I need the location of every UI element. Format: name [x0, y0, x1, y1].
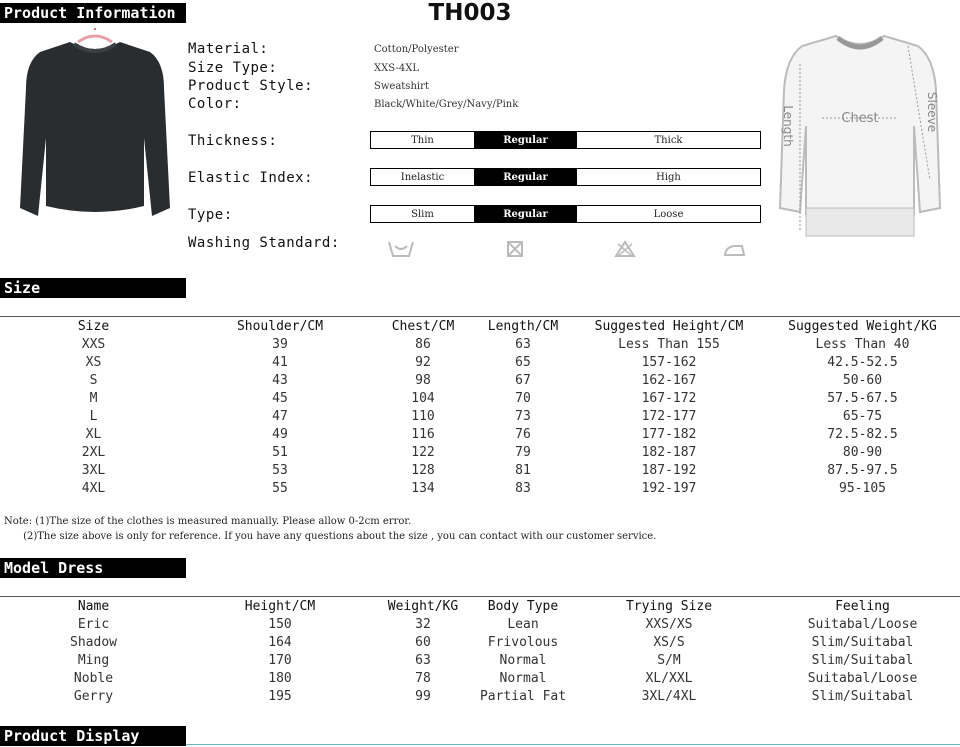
size-table-row — [0, 353, 960, 371]
model-header-height: Height/CM — [244, 598, 316, 614]
model-table-cell: Ming — [77, 652, 110, 668]
model-table-row — [0, 633, 960, 651]
model-table-cell: Slim/Suitabal — [811, 688, 914, 704]
model-table-cell: 195 — [268, 688, 292, 704]
size-table-cell: 122 — [411, 444, 435, 460]
size-table-cell: 104 — [411, 390, 435, 406]
product-style-value: Sweatshirt — [374, 81, 429, 92]
size-table-cell: Less Than 40 — [815, 336, 910, 352]
size-table-cell: 50-60 — [842, 372, 883, 388]
model-table-cell: 3XL/4XL — [641, 688, 697, 704]
model-table-cell: Frivolous — [487, 634, 559, 650]
elastic-index-label: Elastic Index: — [188, 170, 314, 186]
size-table-cell: 4XL — [81, 480, 106, 496]
product-code-title: TH003 — [428, 0, 512, 26]
size-table-row — [0, 407, 960, 425]
model-table-cell: Slim/Suitabal — [811, 634, 914, 650]
thickness-scale — [370, 131, 761, 149]
size-table-cell: 192-197 — [641, 480, 697, 496]
size-table-cell: 39 — [272, 336, 288, 352]
size-table-cell: 80-90 — [842, 444, 883, 460]
section-header-model-dress: Model Dress — [0, 558, 186, 578]
model-header-name: Name — [77, 598, 110, 614]
size-table-cell: 53 — [272, 462, 288, 478]
model-table-row — [0, 651, 960, 669]
size-table-cell: 95-105 — [839, 480, 886, 496]
size-table-row — [0, 335, 960, 353]
model-table-header-row — [0, 597, 960, 615]
model-table-cell: 78 — [415, 670, 431, 686]
type-label: Type: — [188, 207, 233, 223]
size-table-cell: 65 — [515, 354, 531, 370]
size-table-cell: 98 — [415, 372, 431, 388]
size-table-cell: 3XL — [81, 462, 106, 478]
model-table-cell: 150 — [268, 616, 292, 632]
model-table-cell: 170 — [268, 652, 292, 668]
size-table-cell: 70 — [515, 390, 531, 406]
model-table-cell: XS/S — [653, 634, 685, 650]
thickness-option-thin: Thin — [411, 135, 434, 146]
elastic-option-regular: Regular — [474, 169, 577, 185]
model-table-cell: 180 — [268, 670, 292, 686]
size-header-length: Length/CM — [487, 318, 559, 334]
model-table — [0, 597, 960, 705]
elastic-option-high: High — [656, 172, 681, 183]
model-table-cell: Partial Fat — [479, 688, 567, 704]
thickness-label: Thickness: — [188, 133, 278, 149]
size-table-cell: 182-187 — [641, 444, 697, 460]
model-table-cell: Normal — [499, 670, 547, 686]
size-table-cell: 86 — [415, 336, 431, 352]
size-table-header-row — [0, 317, 960, 335]
note-line-2: (2)The size above is only for reference. If you have any questions about the size , you can contact with our customer service. — [4, 531, 657, 542]
size-table-cell: 116 — [411, 426, 435, 442]
size-table-cell: 47 — [272, 408, 288, 424]
no-bleach-icon — [506, 240, 524, 258]
model-header-body-type: Body Type — [487, 598, 559, 614]
size-table-cell: 63 — [515, 336, 531, 352]
model-header-weight: Weight/KG — [387, 598, 459, 614]
model-table-cell: Lean — [507, 616, 539, 632]
size-table-row — [0, 479, 960, 497]
size-table — [0, 317, 960, 497]
size-table-cell: 134 — [411, 480, 435, 496]
size-table-row — [0, 443, 960, 461]
type-option-regular: Regular — [474, 206, 577, 222]
type-option-slim: Slim — [411, 209, 434, 220]
hand-wash-icon — [388, 240, 414, 258]
section-header-product-information: Product Information — [0, 3, 186, 23]
model-table-cell: Slim/Suitabal — [811, 652, 914, 668]
model-table-cell: Suitabal/Loose — [807, 616, 918, 632]
color-value: Black/White/Grey/Navy/Pink — [374, 99, 519, 110]
size-table-cell: 43 — [272, 372, 288, 388]
note-line-1: Note: (1)The size of the clothes is measured manually. Please allow 0-2cm error. — [4, 516, 412, 527]
model-table-cell: 60 — [415, 634, 431, 650]
size-table-cell: 157-162 — [641, 354, 697, 370]
size-header-shoulder: Shoulder/CM — [236, 318, 324, 334]
size-table-cell: 72.5-82.5 — [827, 426, 898, 442]
size-table-cell: 128 — [411, 462, 435, 478]
size-table-cell: 167-172 — [641, 390, 697, 406]
size-table-cell: 51 — [272, 444, 288, 460]
size-type-value: XXS-4XL — [374, 63, 419, 74]
size-table-cell: 73 — [515, 408, 531, 424]
size-table-cell: 177-182 — [641, 426, 697, 442]
model-table-cell: Gerry — [73, 688, 114, 704]
diagram-sleeve-label: Sleeve — [925, 91, 939, 133]
thickness-option-thick: Thick — [654, 135, 683, 146]
diagram-chest-label: Chest — [841, 111, 879, 126]
diagram-length-label: Length — [781, 105, 795, 147]
material-value: Cotton/Polyester — [374, 44, 459, 55]
washing-standard-label: Washing Standard: — [188, 235, 340, 251]
size-table-cell: XL — [85, 426, 102, 442]
product-style-label: Product Style: — [188, 78, 314, 94]
size-table-cell: M — [89, 390, 98, 406]
size-table-cell: 81 — [515, 462, 531, 478]
model-table-cell: Eric — [77, 616, 110, 632]
model-table-cell: Shadow — [70, 634, 117, 650]
measurement-diagram — [778, 30, 942, 248]
size-table-cell: 42.5-52.5 — [827, 354, 898, 370]
model-table-cell: 32 — [415, 616, 431, 632]
size-table-cell: 87.5-97.5 — [827, 462, 898, 478]
size-table-row — [0, 371, 960, 389]
size-table-cell: 110 — [411, 408, 435, 424]
size-table-cell: 45 — [272, 390, 288, 406]
size-header-size: Size — [77, 318, 110, 334]
model-table-cell: 99 — [415, 688, 431, 704]
size-table-cell: 83 — [515, 480, 531, 496]
size-table-cell: 57.5-67.5 — [827, 390, 898, 406]
size-table-cell: XS — [85, 354, 102, 370]
size-table-cell: 67 — [515, 372, 531, 388]
type-scale — [370, 205, 761, 223]
model-table-cell: 164 — [268, 634, 292, 650]
size-table-cell: 162-167 — [641, 372, 697, 388]
size-table-row — [0, 389, 960, 407]
size-header-weight: Suggested Weight/KG — [788, 318, 937, 334]
product-sweatshirt-image — [18, 28, 172, 224]
product-display-rule — [186, 744, 960, 745]
size-type-label: Size Type: — [188, 60, 278, 76]
size-table-cell: 65-75 — [842, 408, 883, 424]
size-table-cell: 187-192 — [641, 462, 697, 478]
size-header-height: Suggested Height/CM — [594, 318, 744, 334]
model-table-row — [0, 669, 960, 687]
size-table-row — [0, 425, 960, 443]
size-table-cell: 76 — [515, 426, 531, 442]
size-table-cell: 49 — [272, 426, 288, 442]
thickness-option-regular: Regular — [474, 132, 577, 148]
size-table-cell: XXS — [81, 336, 106, 352]
size-table-cell: 79 — [515, 444, 531, 460]
model-table-cell: XL/XXL — [645, 670, 693, 686]
model-table-cell: Noble — [73, 670, 114, 686]
size-table-cell: 41 — [272, 354, 288, 370]
model-header-trying-size: Trying Size — [625, 598, 713, 614]
size-table-cell: 92 — [415, 354, 431, 370]
no-tumble-dry-icon — [614, 240, 636, 258]
model-table-cell: Normal — [499, 652, 547, 668]
model-table-row — [0, 687, 960, 705]
size-table-cell: Less Than 155 — [618, 336, 720, 352]
model-table-cell: Suitabal/Loose — [807, 670, 918, 686]
size-table-cell: S — [89, 372, 98, 388]
size-table-cell: 2XL — [81, 444, 106, 460]
model-table-cell: S/M — [657, 652, 681, 668]
color-label: Color: — [188, 96, 242, 112]
type-option-loose: Loose — [653, 209, 684, 220]
iron-icon — [722, 240, 746, 258]
section-header-product-display: Product Display — [0, 726, 186, 746]
model-table-cell: 63 — [415, 652, 431, 668]
size-table-cell: 55 — [272, 480, 288, 496]
size-table-cell: L — [89, 408, 98, 424]
model-table-row — [0, 615, 960, 633]
size-table-row — [0, 461, 960, 479]
material-label: Material: — [188, 41, 269, 57]
model-header-feeling: Feeling — [835, 598, 890, 614]
size-header-chest: Chest/CM — [391, 318, 455, 334]
elastic-option-inelastic: Inelastic — [400, 172, 445, 183]
elastic-index-scale — [370, 168, 761, 186]
section-header-size: Size — [0, 278, 186, 298]
model-table-cell: XXS/XS — [645, 616, 693, 632]
size-table-cell: 172-177 — [641, 408, 697, 424]
